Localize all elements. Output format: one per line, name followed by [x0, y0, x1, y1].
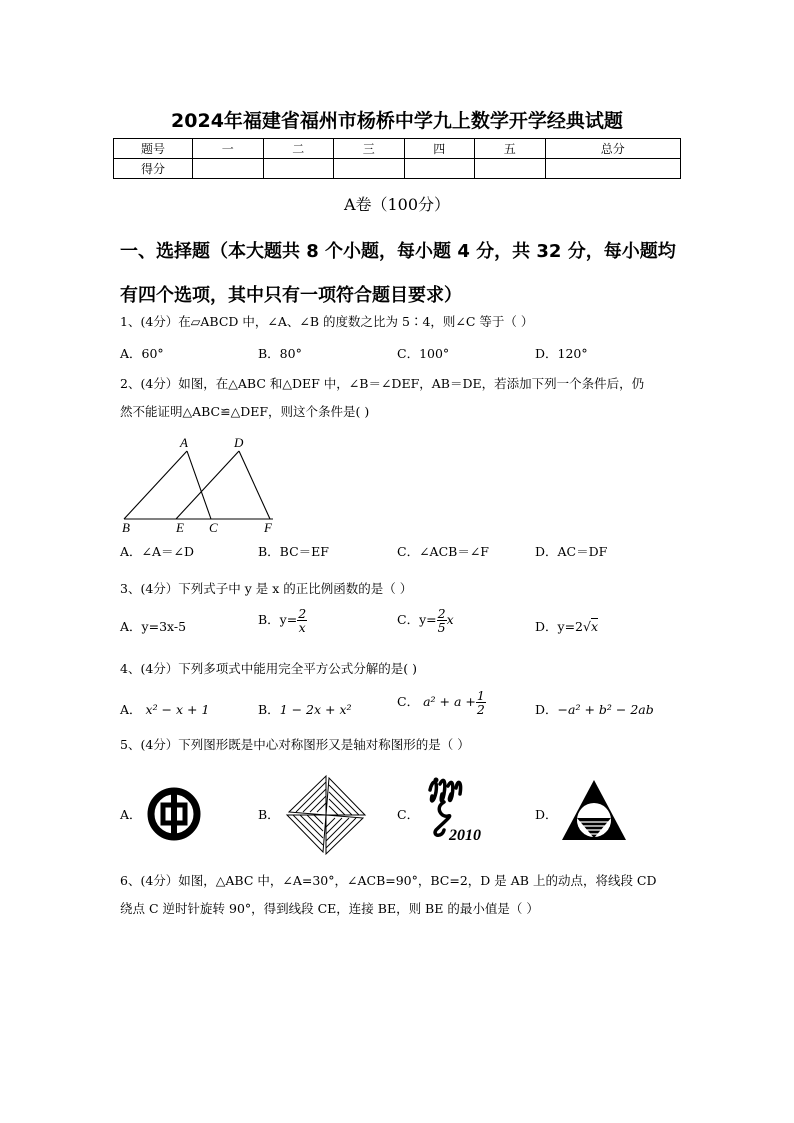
q3-option-b[interactable]	[258, 607, 307, 634]
question-2-stem-line: 然不能证明△ABC≌△DEF，则这个条件是( )	[120, 404, 370, 419]
bank-coin-logo-icon	[146, 786, 202, 842]
q2-triangles-figure	[118, 432, 283, 534]
q2-option-a[interactable]: A．∠A＝∠D	[120, 544, 195, 559]
score-cell[interactable]	[193, 159, 264, 179]
q5-option-c-label: C．	[397, 807, 420, 822]
score-cell[interactable]	[334, 159, 405, 179]
score-cell[interactable]	[475, 159, 546, 179]
section-heading	[120, 230, 680, 318]
score-table-score-row	[114, 159, 681, 179]
q4-option-a-label: A．	[120, 702, 142, 717]
q5-option-d[interactable]	[535, 805, 558, 823]
q3-option-c[interactable]	[397, 607, 454, 634]
q4-option-c[interactable]	[397, 689, 486, 716]
score-header-cell: 三	[334, 139, 405, 159]
exam-title: 2024年福建省福州市杨桥中学九上数学开学经典试题	[171, 110, 623, 132]
radicand: x	[590, 619, 599, 634]
fraction	[437, 607, 447, 634]
point-label-d: D	[234, 435, 244, 450]
score-cell[interactable]	[545, 159, 681, 179]
question-3-stem: 3、(4分）下列式子中 y 是 x 的正比例函数的是（ ）	[120, 581, 413, 596]
q4-option-b-label: B．	[258, 702, 280, 717]
score-cell[interactable]	[404, 159, 475, 179]
q5-option-b-label: B．	[258, 807, 280, 822]
question-6-stem-line: 绕点 C 逆时针旋转 90°，得到线段 CE，连接 BE，则 BE 的最小值是（ ）	[120, 901, 539, 916]
point-label-e: E	[176, 520, 184, 534]
fraction-numerator: 1	[476, 688, 485, 703]
q4-option-b-expression: 1 − 2x + x²	[279, 702, 352, 717]
q5-option-b[interactable]	[258, 805, 280, 823]
q2-option-d[interactable]: D．AC＝DF	[535, 544, 608, 559]
question-6-stem-line: 6、(4分）如图，△ABC 中，∠A=30°，∠ACB=90°，BC=2，D 是 AB 上的动点，将线段 CD	[120, 873, 657, 888]
segment-df	[239, 451, 270, 519]
question-2-stem-line: 2、(4分）如图，在△ABC 和△DEF 中，∠B＝∠DEF，AB＝DE，若添加下列一个条件后，仍	[120, 376, 645, 391]
q4-option-d[interactable]	[535, 700, 654, 718]
q3-option-d-prefix: D．y=2	[535, 619, 584, 634]
fraction-numerator: 2	[437, 606, 446, 621]
question-5-stem: 5、(4分）下列图形既是中心对称图形又是轴对称图形的是（ ）	[120, 737, 470, 752]
q5-option-d-label: D．	[535, 807, 558, 822]
paper-part-heading: A卷（100分）	[343, 195, 451, 214]
point-label-b: B	[122, 520, 130, 534]
q1-option-a[interactable]: A．60°	[120, 346, 164, 361]
q5-option-a-label: A．	[120, 807, 142, 822]
fraction-denominator: 2	[476, 702, 485, 717]
pinwheel-icon	[283, 772, 369, 858]
section-heading-line: 一、选择题（本大题共 8 个小题，每小题 4 分，共 32 分，每小题均	[120, 241, 676, 262]
score-table-header-row	[114, 139, 681, 159]
q3-option-c-variable: x	[446, 612, 454, 627]
expo-2010-logo-icon	[424, 772, 492, 856]
score-header-cell: 题号	[114, 139, 193, 159]
segment-ab	[124, 451, 187, 519]
score-table	[113, 138, 681, 179]
score-header-cell: 总分	[545, 139, 681, 159]
fraction-denominator: x	[298, 620, 306, 635]
q2-option-c[interactable]: C．∠ACB＝∠F	[397, 544, 489, 559]
radical-sign-icon: √	[583, 619, 591, 634]
q2-option-b[interactable]: B．BC＝EF	[258, 544, 329, 559]
q4-option-a-expression: x² − x + 1	[145, 702, 210, 717]
q3-option-b-prefix: B．y=	[258, 612, 298, 627]
q1-option-d[interactable]: D．120°	[535, 346, 588, 361]
q3-option-a[interactable]: A．y=3x-5	[120, 619, 187, 634]
q3-option-d[interactable]	[535, 617, 598, 635]
q4-option-c-expression: a² + a +	[423, 694, 476, 709]
score-header-cell: 二	[263, 139, 334, 159]
triangle-circle-icon	[558, 776, 630, 846]
expo-2010-text: 2010	[449, 827, 481, 844]
score-cell[interactable]	[263, 159, 334, 179]
q4-option-a[interactable]	[120, 700, 209, 718]
q4-option-c-label: C．	[397, 694, 420, 709]
section-heading-line: 有四个选项，其中只有一项符合题目要求）	[120, 285, 462, 306]
point-label-a: A	[180, 435, 188, 450]
fraction	[476, 689, 486, 716]
q4-option-b[interactable]	[258, 700, 352, 718]
score-header-cell: 四	[404, 139, 475, 159]
q1-option-c[interactable]: C．100°	[397, 346, 450, 361]
q5-option-c[interactable]	[397, 805, 419, 823]
score-header-cell: 五	[475, 139, 546, 159]
fraction-numerator: 2	[298, 606, 307, 621]
fraction-denominator: 5	[437, 620, 446, 635]
fraction	[297, 607, 307, 634]
q5-option-a[interactable]	[120, 805, 142, 823]
q4-option-d-label: D．	[535, 702, 558, 717]
point-label-c: C	[209, 520, 218, 534]
point-label-f: F	[264, 520, 272, 534]
q3-option-c-prefix: C．y=	[397, 612, 437, 627]
q1-option-b[interactable]: B．80°	[258, 346, 302, 361]
score-header-cell: 一	[193, 139, 264, 159]
question-6-stem	[120, 867, 680, 923]
q4-option-d-expression: −a² + b² − 2ab	[557, 702, 654, 717]
question-2-stem	[120, 370, 680, 426]
question-1-stem: 1、(4分）在▱ABCD 中，∠A、∠B 的度数之比为 5∶4，则∠C 等于（ ）	[120, 314, 534, 329]
question-4-stem: 4、(4分）下列多项式中能用完全平方公式分解的是( )	[120, 661, 418, 676]
score-row-label: 得分	[114, 159, 193, 179]
